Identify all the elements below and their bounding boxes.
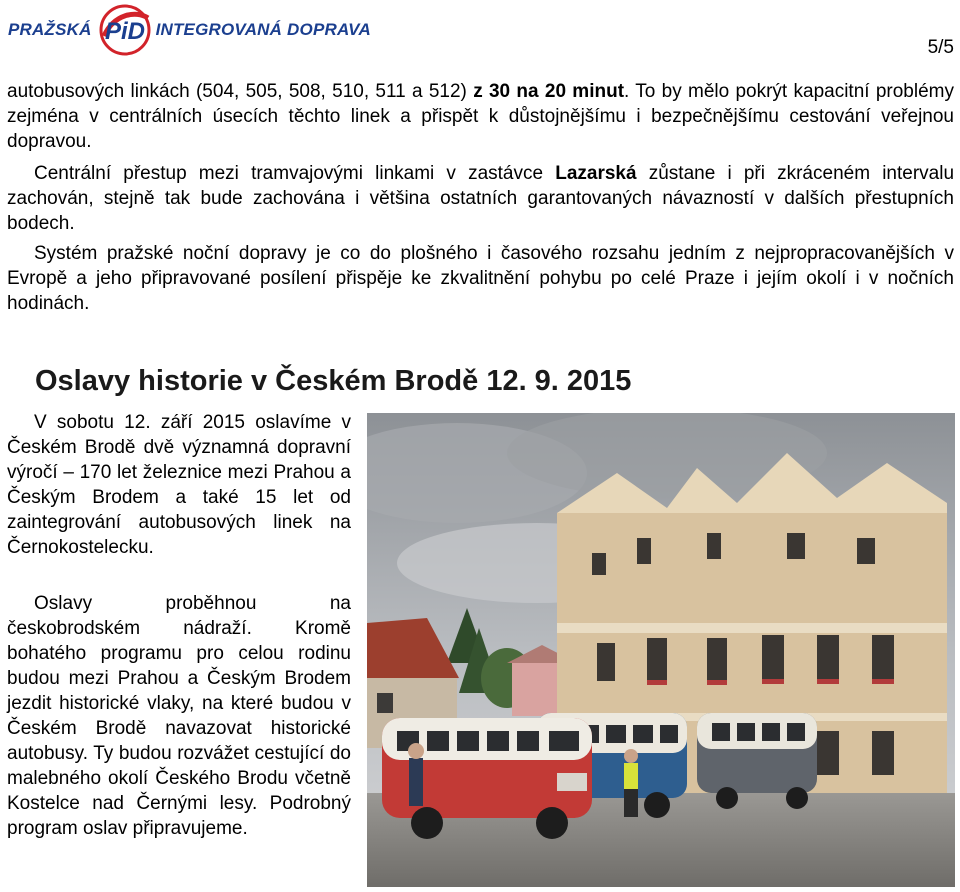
logo-text-left: PRAŽSKÁ [8,20,92,39]
column-paragraph-program: Oslavy proběhnou na českobrodském nádraží. Kromě bohatého programu pro celou rodinu budou mezi Prahou a Českým Brodem jezdit historické vlaky, na které budou v Českém Brodě navazovat historické autobusy. Ty budou rozvážet cestující do malebného okolí Českého Brodu včetně Kostelce nad Černými lesy. Podrobný program oslav připravujeme. [7,593,351,839]
paragraph-lazarska: Centrální přestup mezi tramvajovými linkami v zastávce Lazarská zůstane i při zkráceném intervalu zachován, stejně tak bude zachována i většina ostatních garantovaných návazností v dalších přestupních bodech. [7,163,955,234]
paragraph-night-system: Systém pražské noční dopravy je co do plošného i časového rozsahu jedním z nejpropracovanějších v Evropě a jeho připravované posílení přispěje ke zkvalitnění pohybu po celé Praze i jejím okolí i v nočních hodinách. [7,243,954,314]
column-paragraph-anniversary: V sobotu 12. září 2015 oslavíme v Českém Brodě dvě významná dopravní výročí – 170 let železnice mezi Prahou a Českým Brodem a také 15 let od zaintegrování autobusových linek na Černokostelecku. [7,412,351,558]
pid-emblem-icon [96,4,154,56]
photo-historic-buses [367,413,955,887]
pid-logo [8,4,371,56]
svg-text:PiD: PiD [104,18,145,45]
page-header [0,0,960,70]
photo-illustration [367,413,955,887]
logo-text-right: INTEGROVANÁ DOPRAVA [155,20,371,39]
paragraph-night-buses: autobusových linkách (504, 505, 508, 510, 511 a 512) z 30 na 20 minut. To by mělo pokrýt kapacitní problémy zejména v centrálních úsecích těchto linek a přispět k důstojnějšímu i bezpečnějšímu cestování veřejnou dopravou. [7,81,954,152]
section-title: Oslavy historie v Českém Brodě 12. 9. 2015 [35,365,632,397]
page-number: 5/5 [927,37,954,58]
